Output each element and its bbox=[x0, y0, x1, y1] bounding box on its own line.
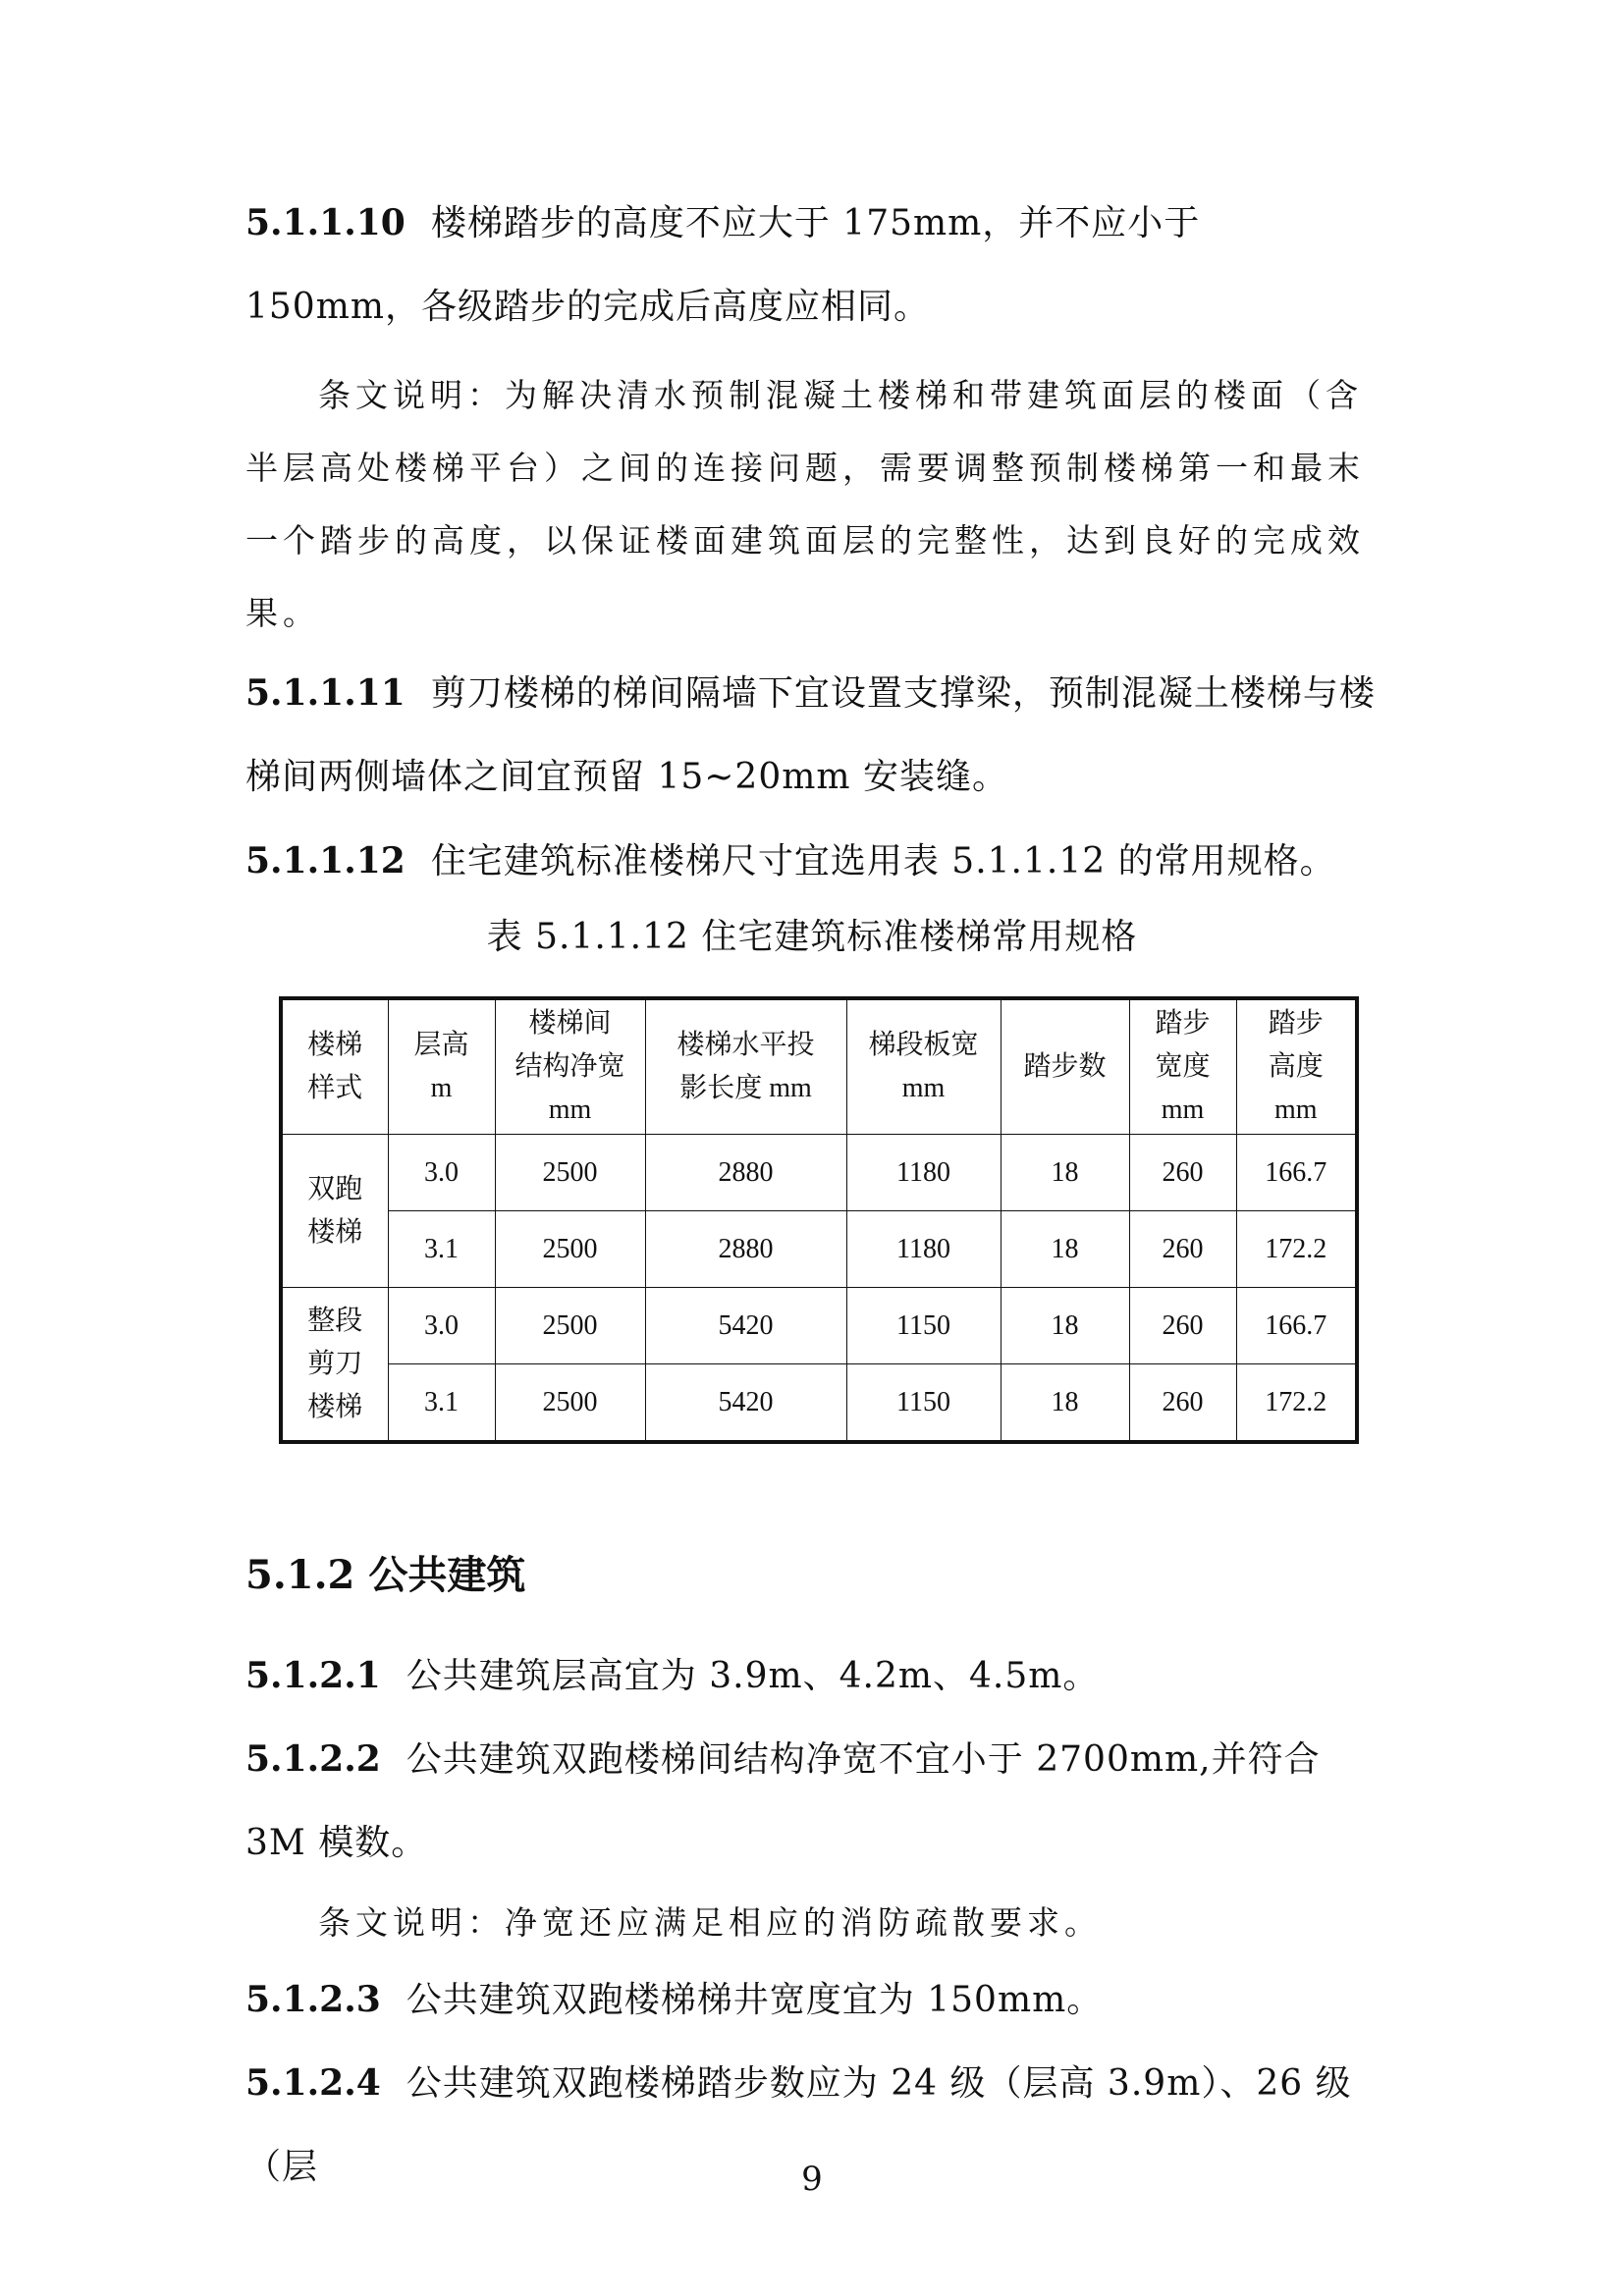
clause-number: 5.1.2.3 bbox=[245, 1979, 381, 2020]
table-cell: 5420 bbox=[645, 1364, 846, 1443]
table-cell: 18 bbox=[1001, 1288, 1129, 1364]
section-heading bbox=[245, 1546, 525, 1605]
clause-text: 剪刀楼梯的梯间隔墙下宜设置支撑梁，预制混凝土楼梯与楼梯间两侧墙体之间宜预留 15~20mm 安装缝。 bbox=[245, 673, 1376, 797]
clause-number: 5.1.2.4 bbox=[245, 2062, 381, 2104]
clause-number: 5.1.2.2 bbox=[245, 1738, 381, 1780]
table-cell: 172.2 bbox=[1236, 1211, 1357, 1288]
table-cell: 18 bbox=[1001, 1135, 1129, 1211]
table-header-cell: 楼梯水平投 影长度 mm bbox=[645, 998, 846, 1135]
clause-5-1-1-11 bbox=[245, 652, 1384, 819]
table-cell: 2500 bbox=[495, 1135, 645, 1211]
clause-text: 公共建筑双跑楼梯间结构净宽不宜小于 2700mm,并符合 3M 模数。 bbox=[245, 1739, 1321, 1863]
table-header-row bbox=[281, 998, 1357, 1135]
table-caption: 表 5.1.1.12 住宅建筑标准楼梯常用规格 bbox=[486, 917, 1138, 957]
table-cell: 18 bbox=[1001, 1211, 1129, 1288]
clause-number: 5.1.1.10 bbox=[245, 202, 406, 243]
table-header-cell: 楼梯间 结构净宽 mm bbox=[495, 998, 645, 1135]
table-cell: 166.7 bbox=[1236, 1288, 1357, 1364]
stair-style-cell: 双跑 楼梯 bbox=[281, 1135, 388, 1288]
table-cell: 2880 bbox=[645, 1135, 846, 1211]
table-body bbox=[281, 1135, 1357, 1443]
table-header-cell: 踏步 宽度 mm bbox=[1129, 998, 1236, 1135]
clause-text: 公共建筑双跑楼梯踏步数应为 24 级（层高 3.9m）、26 级（层 bbox=[245, 2063, 1352, 2187]
table-cell: 172.2 bbox=[1236, 1364, 1357, 1443]
table-cell: 1180 bbox=[846, 1135, 1001, 1211]
table-header-cell: 踏步数 bbox=[1001, 998, 1129, 1135]
table-header-cell: 层高 m bbox=[388, 998, 495, 1135]
clause-note: 条文说明：为解决清水预制混凝土楼梯和带建筑面层的楼面（含半层高处楼梯平台）之间的连接问题，需要调整预制楼梯第一和最末一个踏步的高度，以保证楼面建筑面层的完整性，达到良好的完成效果。 bbox=[245, 376, 1365, 632]
page-number: 9 bbox=[801, 2160, 823, 2199]
table-cell: 2500 bbox=[495, 1364, 645, 1443]
table-row bbox=[281, 1364, 1357, 1443]
table-cell: 3.0 bbox=[388, 1135, 495, 1211]
table-row bbox=[281, 1288, 1357, 1364]
clause-text: 楼梯踏步的高度不应大于 175mm，并不应小于 150mm，各级踏步的完成后高度应相同。 bbox=[245, 203, 1201, 327]
clause-number: 5.1.1.12 bbox=[245, 840, 406, 881]
clause-text: 公共建筑层高宜为 3.9m、4.2m、4.5m。 bbox=[406, 1656, 1100, 1696]
table-cell: 3.1 bbox=[388, 1211, 495, 1288]
section-title: 公共建筑 bbox=[368, 1552, 526, 1598]
table-cell: 1180 bbox=[846, 1211, 1001, 1288]
clause-5-1-2-2 bbox=[245, 1718, 1384, 1885]
table-row bbox=[281, 1135, 1357, 1211]
table-cell: 1150 bbox=[846, 1364, 1001, 1443]
table-cell: 1150 bbox=[846, 1288, 1001, 1364]
table-header-cell: 踏步 高度 mm bbox=[1236, 998, 1357, 1135]
table-cell: 2500 bbox=[495, 1211, 645, 1288]
table-cell: 260 bbox=[1129, 1288, 1236, 1364]
table-cell: 3.1 bbox=[388, 1364, 495, 1443]
clause-text: 公共建筑双跑楼梯梯井宽度宜为 150mm。 bbox=[406, 1980, 1104, 2020]
clause-note: 条文说明：净宽还应满足相应的消防疏散要求。 bbox=[318, 1903, 1102, 1942]
table-cell: 3.0 bbox=[388, 1288, 495, 1364]
table-row bbox=[281, 1211, 1357, 1288]
clause-5-1-1-12 bbox=[245, 820, 1384, 903]
table-cell: 2500 bbox=[495, 1288, 645, 1364]
table-header-cell: 楼梯 样式 bbox=[281, 998, 388, 1135]
table-cell: 5420 bbox=[645, 1288, 846, 1364]
clause-text: 住宅建筑标准楼梯尺寸宜选用表 5.1.1.12 的常用规格。 bbox=[430, 841, 1336, 881]
table-cell: 260 bbox=[1129, 1135, 1236, 1211]
table-cell: 2880 bbox=[645, 1211, 846, 1288]
clause-5-1-2-3 bbox=[245, 1958, 1384, 2042]
table-cell: 260 bbox=[1129, 1211, 1236, 1288]
stair-spec-table bbox=[279, 996, 1359, 1444]
table-cell: 166.7 bbox=[1236, 1135, 1357, 1211]
table-header-cell: 梯段板宽 mm bbox=[846, 998, 1001, 1135]
clause-number: 5.1.1.11 bbox=[245, 672, 406, 714]
stair-style-cell: 整段 剪刀 楼梯 bbox=[281, 1288, 388, 1443]
table-cell: 260 bbox=[1129, 1364, 1236, 1443]
section-number: 5.1.2 bbox=[245, 1552, 355, 1598]
clause-number: 5.1.2.1 bbox=[245, 1655, 381, 1696]
clause-5-1-2-1 bbox=[245, 1634, 1384, 1718]
table-cell: 18 bbox=[1001, 1364, 1129, 1443]
clause-5-1-1-10 bbox=[245, 182, 1384, 348]
